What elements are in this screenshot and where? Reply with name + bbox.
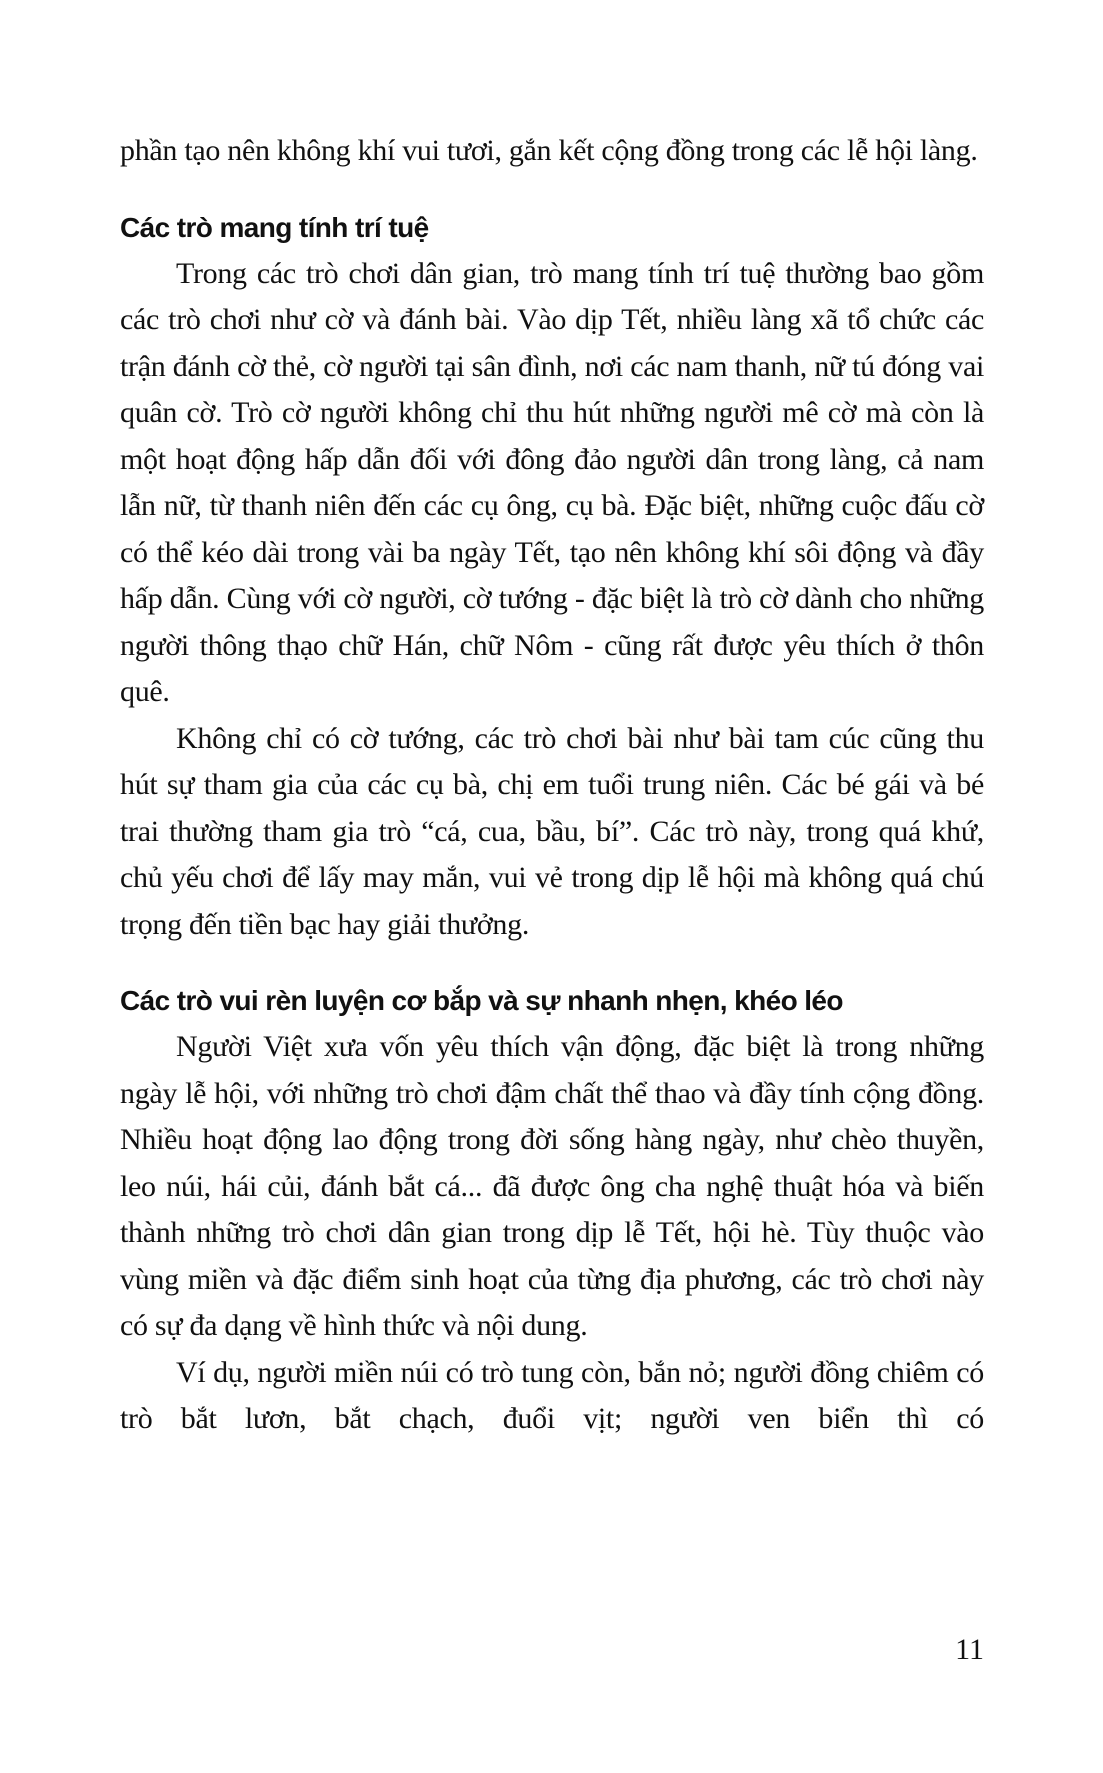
section-heading-intellectual-games: Các trò mang tính trí tuệ xyxy=(120,211,429,243)
page-number: 11 xyxy=(955,1633,984,1666)
paragraph-regional-examples: Ví dụ, người miền núi có trò tung còn, bắn nỏ; người đồng chiêm có trò bắt lươn, bắt chạch, đuổi vịt; người ven biển thì có xyxy=(120,1355,984,1435)
paragraph-intellectual-games: Trong các trò chơi dân gian, trò mang tính trí tuệ thường bao gồm các trò chơi như cờ và đánh bài. Vào dịp Tết, nhiều làng xã tổ chức các trận đánh cờ thẻ, cờ người tại sân đình, nơi các nam thanh, nữ tú đóng vai quân cờ. Trò cờ người không chỉ thu hút những người mê cờ mà còn là một hoạt động hấp dẫn đối với đông đảo người dân trong làng, cả nam lẫn nữ, từ thanh niên đến các cụ ông, cụ bà. Đặc biệt, những cuộc đấu cờ có thể kéo dài trong vài ba ngày Tết, tạo nên không khí sôi động và đầy hấp dẫn. Cùng với cờ người, cờ tướng - đặc biệt là trò cờ dành cho những người thông thạo chữ Hán, chữ Nôm - cũng rất được yêu thích ở thôn quê. xyxy=(120,256,984,708)
section-heading-physical-games: Các trò vui rèn luyện cơ bắp và sự nhanh nhẹn, khéo léo xyxy=(120,985,843,1016)
document-page xyxy=(120,128,984,1443)
paragraph-physical-games: Người Việt xưa vốn yêu thích vận động, đặc biệt là trong những ngày lễ hội, với những trò chơi đậm chất thể thao và đầy tính cộng đồng. Nhiều hoạt động lao động trong đời sống hàng ngày, như chèo thuyền, leo núi, hái củi, đánh bắt cá... đã được ông cha nghệ thuật hóa và biến thành những trò chơi dân gian trong dịp lễ Tết, hội hè. Tùy thuộc vào vùng miền và đặc điểm sinh hoạt của từng địa phương, các trò chơi này có sự đa dạng về hình thức và nội dung. xyxy=(120,1030,984,1342)
paragraph-card-games: Không chỉ có cờ tướng, các trò chơi bài như bài tam cúc cũng thu hút sự tham gia của các cụ bà, chị em tuổi trung niên. Các bé gái và bé trai thường tham gia trò “cá, cua, bầu, bí”. Các trò này, trong quá khứ, chủ yếu chơi để lấy may mắn, vui vẻ trong dịp lễ hội mà không quá chú trọng đến tiền bạc hay giải thưởng. xyxy=(120,721,984,941)
paragraph-continuation: phần tạo nên không khí vui tươi, gắn kết cộng đồng trong các lễ hội làng. xyxy=(120,134,978,167)
